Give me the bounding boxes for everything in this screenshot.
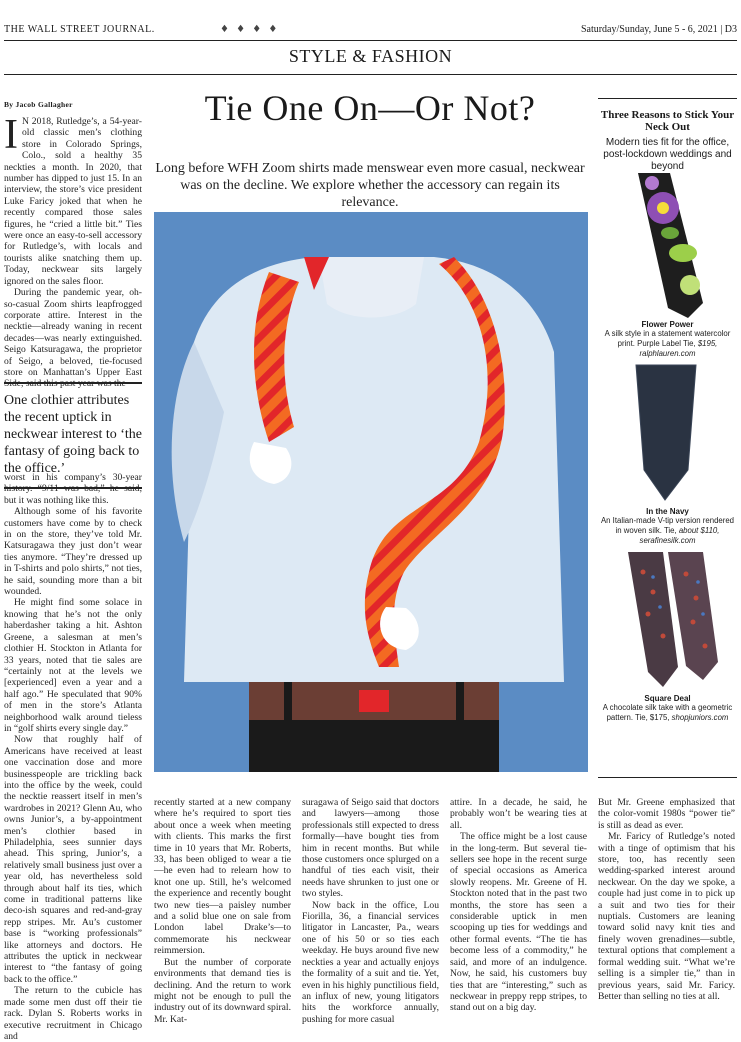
section-rule	[4, 74, 737, 75]
item-price: $195, ralphlauren.com	[639, 339, 718, 358]
paragraph: The return to the cubicle has made some men dust off their tie rack. Dylan S. Roberts works in executive recruitment in Chicago and	[4, 985, 142, 1042]
section-title: STYLE & FASHION	[288, 46, 453, 66]
paragraph: Although some of his favorite customers have come by to check in on the store, they’ve told Mr. Katsuragawa they just don’t wear ties anymore. “They’re dressed up in T-shirts and polo shirts,” not ties, he said, sounding more than a bit wounded.	[4, 506, 142, 598]
dek: Long before WFH Zoom shirts made menswear even more casual, neckwear was on the decline. We explore whether the accessory can regain its relevance.	[155, 161, 585, 210]
floral-tie-image	[608, 173, 728, 318]
paragraph: Now back in the office, Lou Fiorilla, 36, a financial services litigator in Lancaster, Pa., wears one of his 50 or so ties each weekday. He buys around five new neckties a year and actually enjoys the formality of a suit and tie. Yet, even in his highly punctilious field, an influx of new, young litigators hits the workforce annually, pushing for more casual	[302, 899, 439, 1025]
paragraph: worst in his company’s 30-year history. “9/11 was bad,” he said, but it was nothing like this.	[4, 472, 142, 506]
article-column-4	[450, 797, 587, 1019]
sidebar-title: Three Reasons to Stick Your Neck Out	[600, 109, 735, 133]
belt-loop	[284, 682, 292, 720]
paragraph: The office might be a lost cause in the long-term. But several tie-sellers see hope in the recent surge of special occasions as America slowly reopens. Mr. Greene of H. Stockton noted that in the past two months, the store has seen a considerable uptick in men scooping up ties for weddings and other formal events. “The tie has become less of a commodity,” he said, and more of an indulgence. Now, he said, his customers buy ties that are “interesting,” such as neckwear in preppy repp stripes, to stand out on a big day.	[450, 831, 587, 1014]
sidebar-dek: Modern ties fit for the office, post-lockdown weddings and beyond	[603, 137, 732, 172]
item-price: about $110, serafinesilk.com	[639, 526, 720, 545]
paragraph: But the number of corporate environments that demand ties is declining. And the return to work might not be enough to pull the industry out of its downward spiral. Mr. Kat-	[154, 956, 291, 1025]
belt-buckle	[359, 690, 389, 712]
article-column-3	[302, 797, 439, 1025]
sidebar-item-desc	[598, 703, 737, 723]
masthead-rule	[4, 40, 737, 41]
paragraph: He might find some solace in knowing that he’s not the only haberdasher taking a hit. Ashton Greene, a salesman at men’s clothier H. Stockton in Atlanta for 33 years, noted that tie sales are “certainly not at the levels we [experienced] even a year and a half ago.” He speculated that 90% of men in the store’s Atlanta neighborhood walk around tieless in “golf shirts every single day.”	[4, 597, 142, 734]
neck	[319, 257, 424, 318]
paragraph: suragawa of Seigo said that doctors and lawyers—among those professionals still expected to dress formally—have bought ties from him in recent months. But while those customers once splurged on a handful of ties each visit, their needs have shrunken to just one or two styles.	[302, 797, 439, 900]
item-description: A silk style in a statement watercolor print. Purple Label Tie,	[604, 329, 731, 348]
article-column-1	[4, 112, 142, 390]
issue-date: Saturday/Sunday, June 5 - 6, 2021 | D3	[580, 24, 737, 35]
drop-cap: I	[4, 112, 18, 158]
pull-quote: One clothier attributes the recent uptick in neckwear interest to ‘the fantasy of going back to the office.’	[4, 382, 142, 489]
lead-paragraph	[4, 112, 142, 287]
newspaper-name: THE WALL STREET JOURNAL.	[4, 24, 155, 35]
sidebar-item-name: Flower Power	[641, 320, 694, 329]
paragraph: During the pandemic year, oh-so-casual Zoom shirts leapfrogged corporate attire. Interest in the necktie—already waning in recent decades—was nearly extinguished. Seigo Katsuragawa, the proprietor of Seigo, a beloved, tie-focused store on Manhattan’s Upper East Side, said this past year was the	[4, 287, 142, 390]
belt-loop	[456, 682, 464, 720]
article-column-5	[598, 797, 735, 1019]
headline: Tie One On—Or Not?	[204, 88, 536, 128]
article-column-2	[154, 797, 291, 1025]
masthead	[4, 24, 737, 40]
item-price: shopjuniors.com	[671, 713, 729, 722]
necktie-illustration	[154, 212, 588, 772]
article-column-1-continued	[4, 472, 142, 1042]
paragraph: Now that roughly half of Americans have received at least one vaccination dose and more businesspeople are trickling back into the office by the week, could the necktie reassert itself in men’s wardrobes in 2021? Glenn Au, who owns Junior’s, a by-appointment men’s clothier based in Philadelphia, sees sunnier days ahead. This spring, Junior’s, a relatively small business just over a year old, has nevertheless sold through about half its ties, which come in traditional patterns like deco-ish squares and red-and-gray repp stripes. Mr. Au’s customer base is “working professionals” like attorneys and doctors. He attributes the uptick in neckwear interest to “the fantasy of going back to the office.”	[4, 734, 142, 985]
pants	[249, 720, 499, 772]
sidebar-item-desc	[598, 329, 737, 359]
sidebar-item-name: In the Navy	[646, 507, 689, 516]
item-description: An Italian-made V-tip version rendered in woven silk. Tie,	[600, 516, 735, 535]
sidebar-item-name: Square Deal	[644, 694, 691, 703]
masthead-ornament: ♦ ♦ ♦ ♦	[220, 24, 280, 35]
navy-tie-image	[608, 365, 728, 505]
lead-text: N 2018, Rutledge’s, a 54-year-old classic men’s clothing store in Colorado Springs, Colo., sold a healthy 35 neckties a month. In 2020, that number has dipped to just 15. In an interview, the store’s vice president Luke Faricy joked that when he recently compared those sales figures, he “cried a little bit.” Ties were once an easy-to-sell accessory for Rutledge’s, with locals and tourists alike snatching them up. Today, neckwear sits largely ignored on the sales floor.	[4, 116, 142, 287]
paragraph: Mr. Faricy of Rutledge’s noted with a tinge of optimism that his store, too, has recently seen wedding-sparked interest around neckwear. On the day we spoke, a couple had just come in to pick up a suit and two ties for their nuptials. Customers are leaning toward solid navy knit ties and finely woven grenadines—subtle, textural options that complement a formal wedding suit. “What we’re selling is a simpler tie,” than in previous years, said Mr. Faricy. Better than selling no ties at all.	[598, 831, 735, 1002]
item-description: A chocolate silk take with a geometric pattern. Tie, $175,	[602, 703, 733, 722]
sidebar-three-reasons	[598, 98, 737, 778]
sidebar-item-desc	[598, 516, 737, 546]
paragraph: But Mr. Greene emphasized that the color-vomit 1980s “power tie” is still as dead as ever.	[598, 797, 735, 831]
paragraph: recently started at a new company where he’s required to sport ties about once a week when meeting with clients. This marks the first time in 10 years that Mr. Roberts, 33, has been obliged to wear a tie—he even had to relearn how to knot one up. Still, he’s welcomed the experience and recently bought two new ties—a paisley number and a solid blue one on sale from London label Drake’s—to commemorate his neckwear reimmersion.	[154, 797, 291, 957]
geometric-tie-image	[608, 552, 728, 692]
byline: By Jacob Gallagher	[4, 100, 73, 109]
paragraph: attire. In a decade, he said, he probably won’t be wearing ties at all.	[450, 797, 587, 831]
